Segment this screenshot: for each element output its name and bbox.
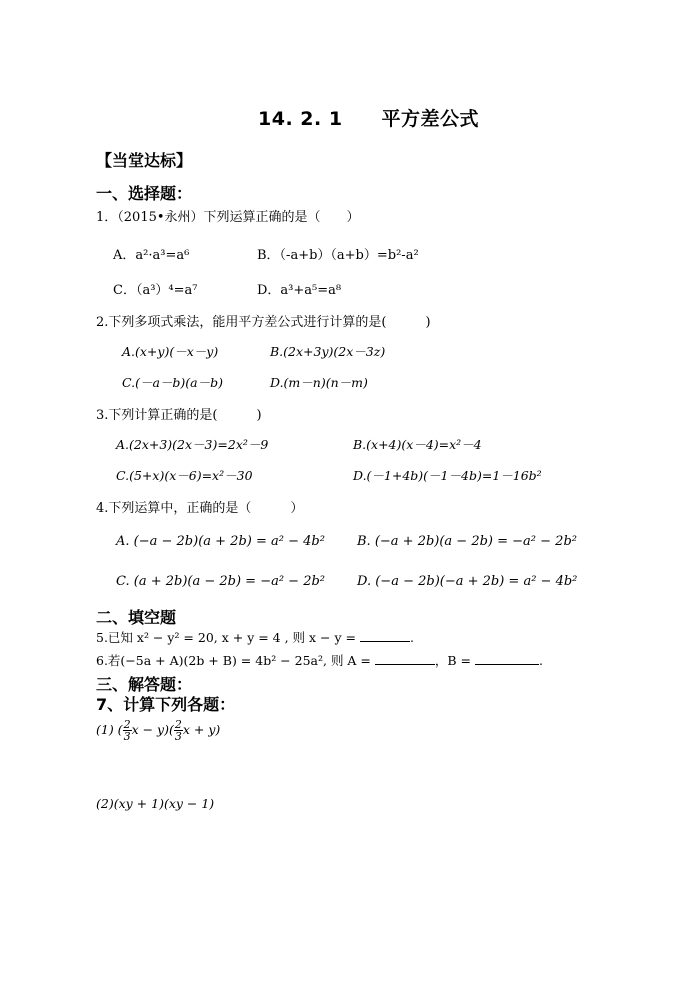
q7-part1-fraction-2: $\frac{2}{3}$ (174, 718, 182, 743)
q3-option-d: D.(－1+4b)(－1－4b)=1－16b² (353, 468, 542, 483)
q7-part1-mid: x − y)( (131, 722, 174, 737)
q6 (96, 651, 543, 669)
q1-option-c: C．（a³）⁴=a⁷ (113, 283, 198, 298)
q6-text: 6.若(−5a + A)(2b + B) = 4b² − 25a², 则 A = (96, 653, 371, 668)
q6-end: . (539, 653, 543, 668)
q4-option-c: C. (a + 2b)(a − 2b) = −a² − 2b² (116, 574, 326, 589)
q7-part2: (2)(xy + 1)(xy − 1) (96, 796, 215, 811)
section-fill-heading: 二、填空题 (96, 608, 177, 627)
q7-part1-end: x + y) (182, 722, 221, 737)
q6-answer-a-blank[interactable] (375, 652, 435, 665)
q1-option-d: D．a³+a⁵=a⁸ (257, 283, 342, 298)
q2-option-c: C.(－a－b)(a－b) (122, 375, 224, 390)
q7-part1 (96, 719, 220, 742)
page-title: 14. 2. 1 平方差公式 (258, 108, 480, 130)
q4-option-d: D. (−a − 2b)(−a + 2b) = a² − 4b² (357, 574, 578, 589)
q4-option-a: A. (−a − 2b)(a + 2b) = a² − 4b² (116, 534, 325, 549)
q4-stem: 4.下列运算中，正确的是（ ） (96, 501, 304, 516)
section-choice-heading: 一、选择题： (96, 184, 193, 203)
q1-stem: 1．（2015•永州）下列运算正确的是（ ） (96, 210, 360, 225)
q3-option-a: A.(2x+3)(2x－3)=2x²－9 (116, 437, 269, 452)
section-answer-heading: 三、解答题： (96, 675, 193, 694)
q3-option-b: B.(x+4)(x－4)=x²－4 (353, 437, 482, 452)
q2-option-d: D.(m－n)(n－m) (270, 375, 368, 390)
q1-option-a: A．a²·a³=a⁶ (113, 248, 190, 263)
q5 (96, 628, 414, 646)
q3-option-c: C.(5+x)(x－6)=x²－30 (116, 468, 253, 483)
section-class-label: 【当堂达标】 (96, 151, 193, 170)
q6-answer-b-blank[interactable] (475, 652, 539, 665)
q5-answer-blank[interactable] (360, 629, 410, 642)
q1-option-b: B．（-a+b）（a+b）=b²-a² (257, 248, 419, 263)
q2-stem: 2.下列多项式乘法，能用平方差公式进行计算的是( ) (96, 315, 431, 330)
q5-text: 5.已知 x² − y² = 20, x + y = 4 , 则 x − y = (96, 630, 357, 645)
q2-option-a: A.(x+y)(－x－y) (122, 344, 219, 359)
q7-part1-prefix: (1) ( (96, 722, 123, 737)
q3-stem: 3.下列计算正确的是( ) (96, 408, 262, 423)
q6-mid: ，B = (434, 653, 472, 668)
q5-end: . (410, 630, 414, 645)
q2-option-b: B.(2x+3y)(2x－3z) (270, 344, 386, 359)
q4-option-b: B. (−a + 2b)(a − 2b) = −a² − 2b² (357, 534, 577, 549)
q7-stem: 7、计算下列各题： (96, 695, 236, 714)
q7-part1-fraction-1: $\frac{2}{3}$ (123, 718, 131, 743)
